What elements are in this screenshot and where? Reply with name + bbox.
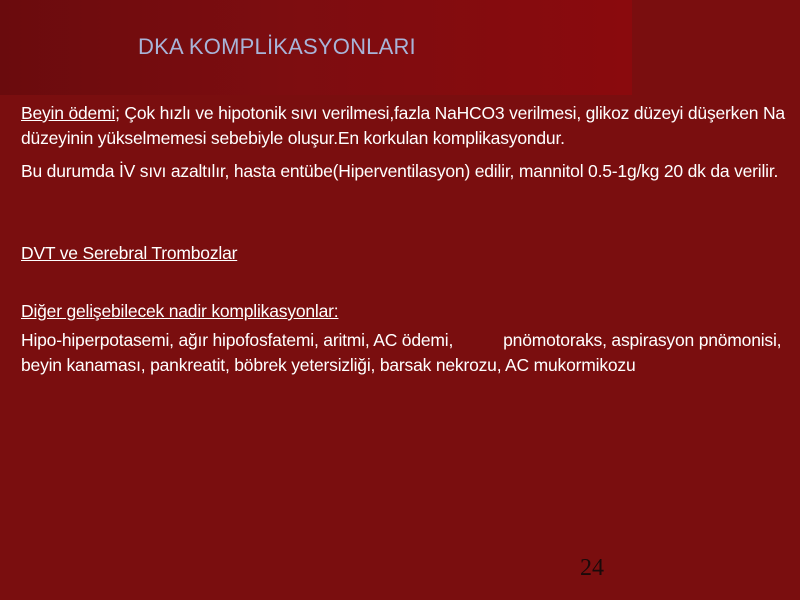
complication-list-text-b: pnömotoraks, aspirasyon pnömonisi, beyin kanaması, pankreatit, böbrek yetersizliği, barsak nekrozu, AC mukormikozu [21,330,782,375]
dvt-label: DVT ve Serebral Trombozlar [21,243,238,263]
page-number: 24 [580,555,604,581]
slide-content [21,101,791,378]
brain-edema-text: ; Çok hızlı ve hipotonik sıvı verilmesi,fazla NaHCO3 verilmesi, glikoz düzeyi düşerken Na düzeyinin yükselmemesi sebebiyle oluşur.En korkulan komplikasyondur. [21,103,785,148]
paragraph-complication-list [21,328,791,378]
slide-title: DKA KOMPLİKASYONLARI [138,34,416,59]
header-right-panel [632,0,800,95]
complication-list-text-a: Hipo-hiperpotasemi, ağır hipofosfatemi, aritmi, AC ödemi, [21,330,454,350]
paragraph-dvt [21,241,791,266]
treatment-text: Bu durumda İV sıvı azaltılır, hasta entübe(Hiperventilasyon) edilir, mannitol 0.5-1g/kg 20 dk da verilir. [21,161,779,181]
paragraph-brain-edema [21,101,791,151]
brain-edema-label: Beyin ödemi [21,103,116,123]
paragraph-rare-complications [21,299,791,324]
rare-complications-label: Diğer gelişebilecek nadir komplikasyonlar: [21,301,339,321]
paragraph-treatment [21,159,791,184]
